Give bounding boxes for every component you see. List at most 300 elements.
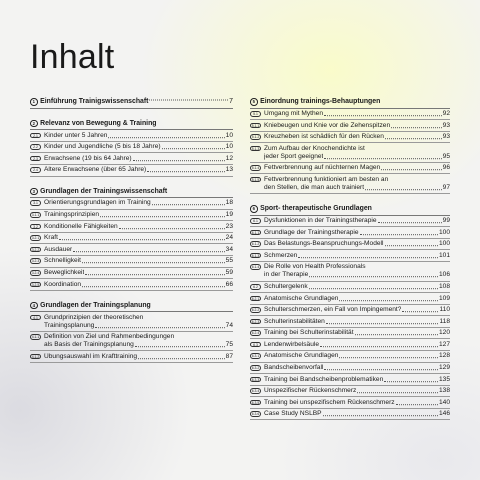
entry-title: Anatomische Grundlagen (264, 352, 339, 360)
entry-line (264, 240, 450, 248)
entry-number-badge: 6.1.3 (251, 253, 260, 258)
entry-number-badge: 2.1 (30, 133, 41, 139)
entry-body (44, 246, 233, 254)
entry-title: Trainingsplanung (44, 321, 95, 329)
entry-title: Schmerzen (264, 251, 298, 259)
entry-line (264, 184, 450, 192)
entry-body (264, 164, 450, 172)
entry-line (264, 306, 450, 314)
entry-page: 118 (439, 317, 450, 325)
entry-number-badge: 3.2.2 (31, 247, 40, 252)
entry-line (44, 234, 233, 242)
entry-page: 92 (442, 109, 450, 117)
entry-body (264, 252, 450, 260)
entry-title: Ältere Erwachsene (über 65 Jahre) (44, 166, 147, 174)
page-title: Inhalt (30, 38, 115, 76)
toc-entry[interactable] (250, 351, 450, 363)
toc-entry[interactable] (30, 268, 233, 280)
section-title: Relevanz von Bewegung & Training (40, 119, 157, 127)
entry-line (44, 257, 233, 265)
entry-body (44, 166, 233, 174)
entry-body (44, 211, 233, 219)
toc-entry[interactable] (30, 210, 233, 222)
entry-page: 97 (442, 183, 450, 191)
entry-number-badge: 5.1.1 (251, 123, 260, 128)
toc-entry[interactable] (30, 198, 233, 210)
dot-leader (108, 130, 224, 138)
dot-leader (381, 162, 441, 170)
entry-number-badge: 3.2.3 (31, 259, 40, 264)
entry-number-badge: 6.2.1 (251, 296, 260, 301)
section-page: 7 (229, 98, 233, 106)
entry-page: 101 (438, 251, 450, 259)
entry-title: Erwachsene (19 bis 64 Jahre) (44, 154, 132, 162)
entry-body (264, 145, 450, 161)
toc-entry[interactable] (250, 305, 450, 317)
dot-leader (320, 339, 438, 347)
entry-number-badge: 2.4 (30, 167, 41, 173)
section-number: 2 (30, 120, 38, 128)
section-title: Sport- therapeutische Grundlagen (260, 205, 372, 213)
toc-entry[interactable] (250, 363, 450, 375)
entry-body (264, 217, 450, 225)
entry-title: Kniebeugen und Knie vor die Zehenspitzen (264, 121, 391, 129)
dot-leader (149, 100, 228, 101)
entry-page: 138 (438, 387, 450, 395)
section-title: Grundlagen der Trainingswissenschaft (40, 187, 168, 195)
entry-title: Die Rolle von Health Professionals (264, 263, 366, 271)
entry-title: Schulterinstabilitäten (264, 317, 325, 325)
entry-number-badge: 6.3.6 (251, 412, 260, 417)
entry-title: Dysfunktionen in der Trainingstherapie (264, 217, 377, 225)
entry-line (264, 153, 450, 161)
entry-title: Ausdauer (44, 245, 73, 253)
entry-line (264, 252, 450, 260)
section-number: 3 (30, 188, 38, 196)
toc-entry[interactable] (250, 143, 450, 163)
toc-entry[interactable] (250, 216, 450, 228)
entry-line (44, 143, 233, 151)
toc-section (250, 98, 450, 194)
entry-line (264, 229, 450, 237)
dot-leader (298, 250, 438, 258)
entry-page: 24 (225, 234, 233, 242)
dot-leader (73, 244, 224, 252)
entry-page: 96 (442, 164, 450, 172)
entry-line (44, 341, 233, 349)
entry-title: als Basis der Trainingsplanung (44, 341, 134, 349)
entry-line (44, 223, 233, 231)
toc-entry[interactable] (30, 244, 233, 256)
entry-page: 120 (438, 329, 450, 337)
entry-number-badge: 6.1.1 (251, 230, 260, 235)
entry-title: Zum Aufbau der Knochendichte ist (264, 144, 365, 152)
entry-line (264, 376, 450, 384)
entry-line (44, 199, 233, 207)
entry-body (44, 257, 233, 265)
entry-line (264, 122, 450, 130)
toc-entry[interactable] (250, 386, 450, 398)
entry-page: 110 (439, 306, 450, 314)
toc-entry[interactable] (250, 109, 450, 121)
dot-leader (119, 221, 225, 229)
entry-title: in der Therapie (264, 271, 309, 279)
section-number: 6 (250, 205, 258, 213)
entry-body (44, 234, 233, 242)
entry-title: Fettverbrennung auf nüchternen Magen (264, 164, 381, 172)
entry-body (44, 199, 233, 207)
entry-number-badge: 4.1 (30, 315, 41, 321)
section-title: Einführung Trainigswissenschaft (40, 98, 149, 106)
entry-number-badge: 2.2 (30, 144, 41, 150)
dot-leader (147, 165, 224, 173)
entry-number-badge: 6.3.5 (251, 400, 260, 405)
entry-title: Case Study NSLBP (264, 410, 322, 418)
dot-leader (385, 238, 438, 246)
dot-leader (326, 316, 439, 324)
entry-title: Fettverbrennung funktioniert am besten an (264, 175, 389, 183)
toc-entry[interactable] (250, 120, 450, 132)
dot-leader (162, 141, 225, 149)
entry-number-badge: 6.1.2 (251, 242, 260, 247)
entry-title: Schulterschmerzen, ein Fall von Impingement? (264, 306, 402, 314)
toc-entry[interactable] (250, 250, 450, 262)
entry-body (44, 132, 233, 140)
toc-entry[interactable] (250, 397, 450, 409)
entry-line (264, 352, 450, 360)
entry-number-badge: 3.2 (30, 224, 41, 230)
dot-leader (402, 304, 438, 312)
entry-title: Schultergelenk (264, 282, 308, 290)
entry-body (264, 263, 450, 279)
entry-line (264, 283, 450, 291)
section-title: Grundlagen der Trainingsplanung (40, 302, 151, 310)
entry-body (264, 229, 450, 237)
entry-page: 106 (438, 271, 450, 279)
entry-number-badge: 5.1.4 (251, 166, 260, 171)
toc-entry[interactable] (30, 165, 233, 177)
entry-body (264, 110, 450, 118)
entry-body (44, 155, 233, 163)
entry-line (264, 295, 450, 303)
toc-entry[interactable] (250, 262, 450, 282)
entry-title: Definition von Ziel und Rahmenbedingungen (44, 333, 175, 341)
entry-page: 146 (438, 410, 450, 418)
entry-page: 66 (225, 280, 233, 288)
entry-body (264, 295, 450, 303)
entry-page: 108 (438, 282, 450, 290)
dot-leader (135, 339, 225, 347)
entry-page: 23 (225, 222, 233, 230)
entry-number-badge: 3.2.4 (31, 270, 40, 275)
dot-leader (324, 151, 441, 159)
dot-leader (309, 281, 438, 289)
entry-title: Trainingsprinzipien (44, 211, 100, 219)
entry-line (44, 211, 233, 219)
entry-page: 100 (438, 228, 450, 236)
entry-page: 10 (225, 143, 233, 151)
entry-body (264, 352, 450, 360)
section-number: 4 (30, 302, 38, 310)
dot-leader (309, 270, 438, 278)
entry-body (264, 122, 450, 130)
dot-leader (95, 320, 224, 328)
entry-page: 10 (225, 131, 233, 139)
entry-line (264, 110, 450, 118)
entry-title: Unspezifischer Rückenschmerz (264, 387, 357, 395)
dot-leader (360, 227, 438, 235)
toc-entry[interactable] (250, 174, 450, 194)
section-number: 1 (30, 98, 38, 106)
dot-leader (82, 279, 225, 287)
section-heading[interactable] (250, 98, 450, 109)
section-heading[interactable] (250, 205, 450, 216)
entry-page: 100 (438, 240, 450, 248)
toc-entry[interactable] (250, 339, 450, 351)
entry-page: 135 (438, 375, 450, 383)
toc-entry[interactable] (30, 142, 233, 154)
toc-entry[interactable] (250, 409, 450, 421)
entry-line (264, 318, 450, 326)
dot-leader (100, 209, 225, 217)
entry-body (264, 329, 450, 337)
entry-line (44, 269, 233, 277)
entry-number-badge: 4.1.2 (31, 354, 40, 359)
toc-entry[interactable] (30, 233, 233, 245)
entry-title: Beweglichkeit (44, 268, 85, 276)
toc-entry[interactable] (250, 374, 450, 386)
entry-title: Schnelligkeit (44, 257, 82, 265)
entry-number-badge: 4.1.1 (31, 335, 40, 340)
entry-body (264, 387, 450, 395)
entry-number-badge: 5.1 (250, 111, 261, 117)
entry-page: 93 (442, 133, 450, 141)
dot-leader (324, 108, 442, 116)
entry-body (264, 176, 450, 192)
entry-title: Kinder unter 5 Jahren (44, 131, 108, 139)
entry-number-badge: 3.2.5 (31, 282, 40, 287)
entry-title: Training bei unspezifischem Rückenschmerz (264, 398, 395, 406)
toc-entry[interactable] (30, 221, 233, 233)
entry-number-badge: 6.3.2 (251, 365, 260, 370)
section-heading[interactable] (30, 188, 233, 199)
entry-page: 19 (225, 211, 233, 219)
entry-line (44, 322, 233, 330)
entry-title: Kinder und Jugendliche (5 bis 18 Jahre) (44, 143, 161, 151)
entry-title: Konditionelle Fähigkeiten (44, 222, 118, 230)
entry-page: 95 (442, 152, 450, 160)
dot-leader (391, 120, 442, 128)
toc-entry[interactable] (250, 316, 450, 328)
entry-body (264, 341, 450, 349)
entry-line (264, 399, 450, 407)
toc-entry[interactable] (250, 328, 450, 340)
toc-entry[interactable] (30, 153, 233, 165)
entry-title: Koordination (44, 280, 82, 288)
entry-line (264, 387, 450, 395)
entry-page: 34 (225, 245, 233, 253)
toc-column-left (30, 98, 233, 374)
toc-entry[interactable] (30, 279, 233, 291)
entry-page: 109 (438, 294, 450, 302)
dot-leader (133, 153, 225, 161)
entry-title: jeder Sport geeignet (264, 152, 324, 160)
entry-line (44, 281, 233, 289)
entry-number-badge: 6.1.4 (251, 265, 260, 270)
entry-line (264, 271, 450, 279)
entry-title: Orientierungsgrundlagen im Training (44, 199, 151, 207)
entry-line (44, 155, 233, 163)
dot-leader (365, 182, 442, 190)
section-heading[interactable] (30, 98, 233, 109)
entry-title: Training bei Bandscheibenproblematiken (264, 375, 384, 383)
entry-page: 75 (225, 341, 233, 349)
entry-body (264, 318, 450, 326)
entry-title: Lendenwirbelsäule (264, 340, 319, 348)
entry-body (44, 281, 233, 289)
entry-body (44, 223, 233, 231)
entry-number-badge: 3.1.1 (31, 213, 40, 218)
entry-line (264, 164, 450, 172)
entry-page: 59 (225, 268, 233, 276)
entry-page: 128 (438, 352, 450, 360)
dot-leader (339, 351, 438, 359)
entry-number-badge: 5.1.3 (251, 146, 260, 151)
entry-title: Kraft (44, 234, 58, 242)
entry-page: 93 (442, 121, 450, 129)
entry-line (264, 217, 450, 225)
entry-number-badge: 6.3.3 (251, 377, 260, 382)
entry-page: 18 (225, 199, 233, 207)
dot-leader (152, 198, 225, 206)
entry-number-badge: 2.3 (30, 156, 41, 162)
entry-body (264, 410, 450, 418)
toc-entry[interactable] (30, 256, 233, 268)
entry-title: Das Belastungs-Beanspruchungs-Modell (264, 240, 384, 248)
toc-entry[interactable] (250, 227, 450, 239)
entry-title: Bandscheibenvorfall (264, 363, 324, 371)
entry-title: Grundlage der Trainingstherapie (264, 228, 359, 236)
entry-line (264, 329, 450, 337)
toc-column-right (250, 98, 450, 431)
entry-number-badge: 5.1.5 (251, 177, 260, 182)
entry-title: den Stellen, die man auch trainiert (264, 183, 365, 191)
entry-body (264, 133, 450, 141)
toc-entry[interactable] (30, 312, 233, 332)
entry-body (264, 306, 450, 314)
entry-title: Training bei Schulterinstabilität (264, 329, 354, 337)
entry-body (264, 364, 450, 372)
entry-title: Kreuzheben ist schädlich für den Rücken (264, 133, 384, 141)
entry-line (44, 166, 233, 174)
toc-section (250, 205, 450, 420)
dot-leader (324, 362, 438, 370)
entry-body (44, 143, 233, 151)
entry-number-badge: 6.2.2 (251, 308, 260, 313)
entry-page: 87 (225, 352, 233, 360)
entry-number-badge: 3.1 (30, 200, 41, 206)
toc-section (30, 302, 233, 363)
section-number: 5 (250, 98, 258, 106)
entry-body (44, 314, 233, 330)
entry-body (44, 353, 233, 361)
entry-body (264, 399, 450, 407)
entry-body (44, 333, 233, 349)
entry-line (264, 341, 450, 349)
entry-page: 13 (225, 166, 233, 174)
entry-number-badge: 3.2.1 (31, 236, 40, 241)
entry-line (44, 246, 233, 254)
entry-body (264, 283, 450, 291)
dot-leader (385, 131, 442, 139)
toc-entry[interactable] (30, 351, 233, 363)
section-title: Einordnung trainings-Behauptungen (260, 98, 381, 106)
entry-line (44, 353, 233, 361)
entry-number-badge: 5.1.2 (251, 135, 260, 140)
entry-title: Anatomische Grundlagen (264, 294, 339, 302)
toc-section (30, 98, 233, 109)
dot-leader (355, 327, 438, 335)
entry-line (44, 132, 233, 140)
toc-section (30, 120, 233, 177)
entry-page: 127 (438, 340, 450, 348)
entry-body (264, 240, 450, 248)
toc-entry[interactable] (30, 130, 233, 142)
entry-number-badge: 6.2 (250, 284, 261, 290)
entry-title: Übungsauswahl im Krafttraining (44, 352, 138, 360)
section-heading[interactable] (30, 302, 233, 313)
toc-entry[interactable] (250, 163, 450, 175)
entry-page: 99 (442, 217, 450, 225)
entry-number-badge: 6.3 (250, 342, 261, 348)
dot-leader (357, 385, 438, 393)
entry-page: 12 (225, 154, 233, 162)
toc-entry[interactable] (250, 132, 450, 144)
entry-page: 129 (438, 363, 450, 371)
dot-leader (59, 232, 225, 240)
entry-line (264, 133, 450, 141)
dot-leader (138, 351, 225, 359)
entry-title: Grundprinzipien der theoretischen (44, 313, 144, 321)
dot-leader (85, 267, 224, 275)
entry-body (44, 269, 233, 277)
entry-page: 55 (225, 257, 233, 265)
toc-entry[interactable] (250, 293, 450, 305)
section-heading[interactable] (30, 120, 233, 131)
dot-leader (396, 397, 438, 405)
dot-leader (82, 256, 225, 264)
entry-page: 74 (225, 321, 233, 329)
entry-line (264, 410, 450, 418)
toc-entry[interactable] (30, 332, 233, 352)
entry-number-badge: 6.2.3 (251, 319, 260, 324)
entry-number-badge: 6.3.4 (251, 389, 260, 394)
toc-section (30, 188, 233, 291)
entry-number-badge: 6.3.1 (251, 354, 260, 359)
dot-leader (339, 293, 438, 301)
dot-leader (323, 408, 438, 416)
entry-line (264, 364, 450, 372)
entry-number-badge: 6.1 (250, 218, 261, 224)
dot-leader (378, 215, 442, 223)
entry-title: Umgang mit Mythen (264, 109, 323, 117)
toc-entry[interactable] (250, 239, 450, 251)
dot-leader (384, 374, 438, 382)
entry-number-badge: 6.2.4 (251, 331, 260, 336)
entry-page: 140 (438, 398, 450, 406)
toc-entry[interactable] (250, 282, 450, 294)
entry-body (264, 376, 450, 384)
